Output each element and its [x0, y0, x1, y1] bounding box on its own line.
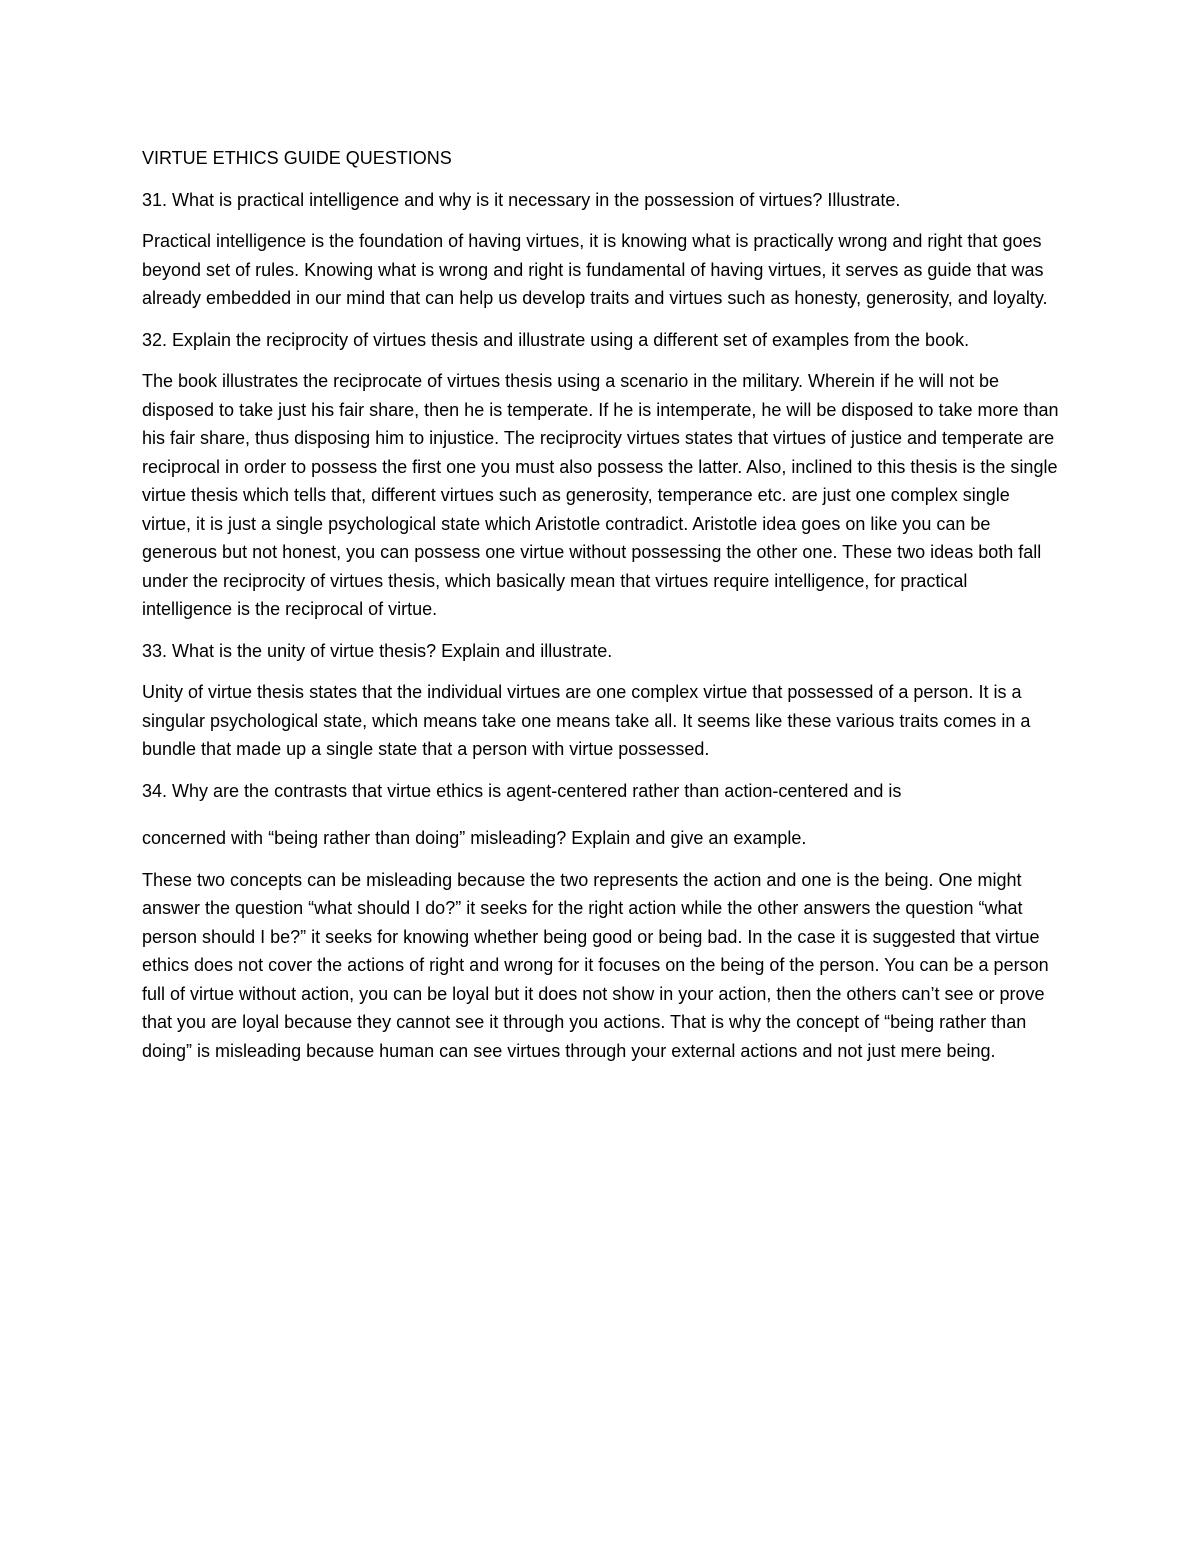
question-34 — [142, 777, 1062, 853]
answer-34: These two concepts can be misleading because the two represents the action and one is the being. One might answer the question “what should I do?” it seeks for the right action while the other answers the question “what person should I be?” it seeks for knowing whether being good or being bad. In the case it is suggested that virtue ethics does not cover the actions of right and wrong for it focuses on the being of the person. You can be a person full of virtue without action, you can be loyal but it does not show in your action, then the others can’t see or prove that you are loyal because they cannot see it through you actions. That is why the concept of “being rather than doing” is misleading because human can see virtues through your external actions and not just mere being. — [142, 869, 1049, 1061]
question-33: 33. What is the unity of virtue thesis? Explain and illustrate. — [142, 640, 613, 661]
answer-33: Unity of virtue thesis states that the individual virtues are one complex virtue that possessed of a person. It is a singular psychological state, which means take one means take all. It seems like these various traits comes in a bundle that made up a single state that a person with virtue possessed. — [142, 682, 1031, 759]
document-page — [142, 144, 1062, 1078]
question-34-line-1: 34. Why are the contrasts that virtue ethics is agent-centered rather than action-centered and is — [142, 780, 902, 801]
document-title: VIRTUE ETHICS GUIDE QUESTIONS — [142, 148, 452, 168]
answer-32: The book illustrates the reciprocate of virtues thesis using a scenario in the military. Wherein if he will not be disposed to take just his fair share, then he is temperate. If he is intemperate, he will be disposed to take more than his fair share, thus disposing him to injustice. The reciprocity virtues states that virtues of justice and temperate are reciprocal in order to possess the first one you must also possess the latter. Also, inclined to this thesis is the single virtue thesis which tells that, different virtues such as generosity, temperance etc. are just one complex single virtue, it is just a single psychological state which Aristotle contradict. Aristotle idea goes on like you can be generous but not honest, you can possess one virtue without possessing the other one. These two ideas both fall under the reciprocity of virtues thesis, which basically mean that virtues require intelligence, for practical intelligence is the reciprocal of virtue. — [142, 371, 1059, 619]
question-32: 32. Explain the reciprocity of virtues thesis and illustrate using a different set of examples from the book. — [142, 329, 970, 350]
answer-31: Practical intelligence is the foundation of having virtues, it is knowing what is practically wrong and right that goes beyond set of rules. Knowing what is wrong and right is fundamental of having virtues, it serves as guide that was already embedded in our mind that can help us develop traits and virtues such as honesty, generosity, and loyalty. — [142, 231, 1048, 308]
question-34-line-2: concerned with “being rather than doing” misleading? Explain and give an example. — [142, 828, 807, 848]
question-31: 31. What is practical intelligence and why is it necessary in the possession of virtues? Illustrate. — [142, 189, 901, 210]
